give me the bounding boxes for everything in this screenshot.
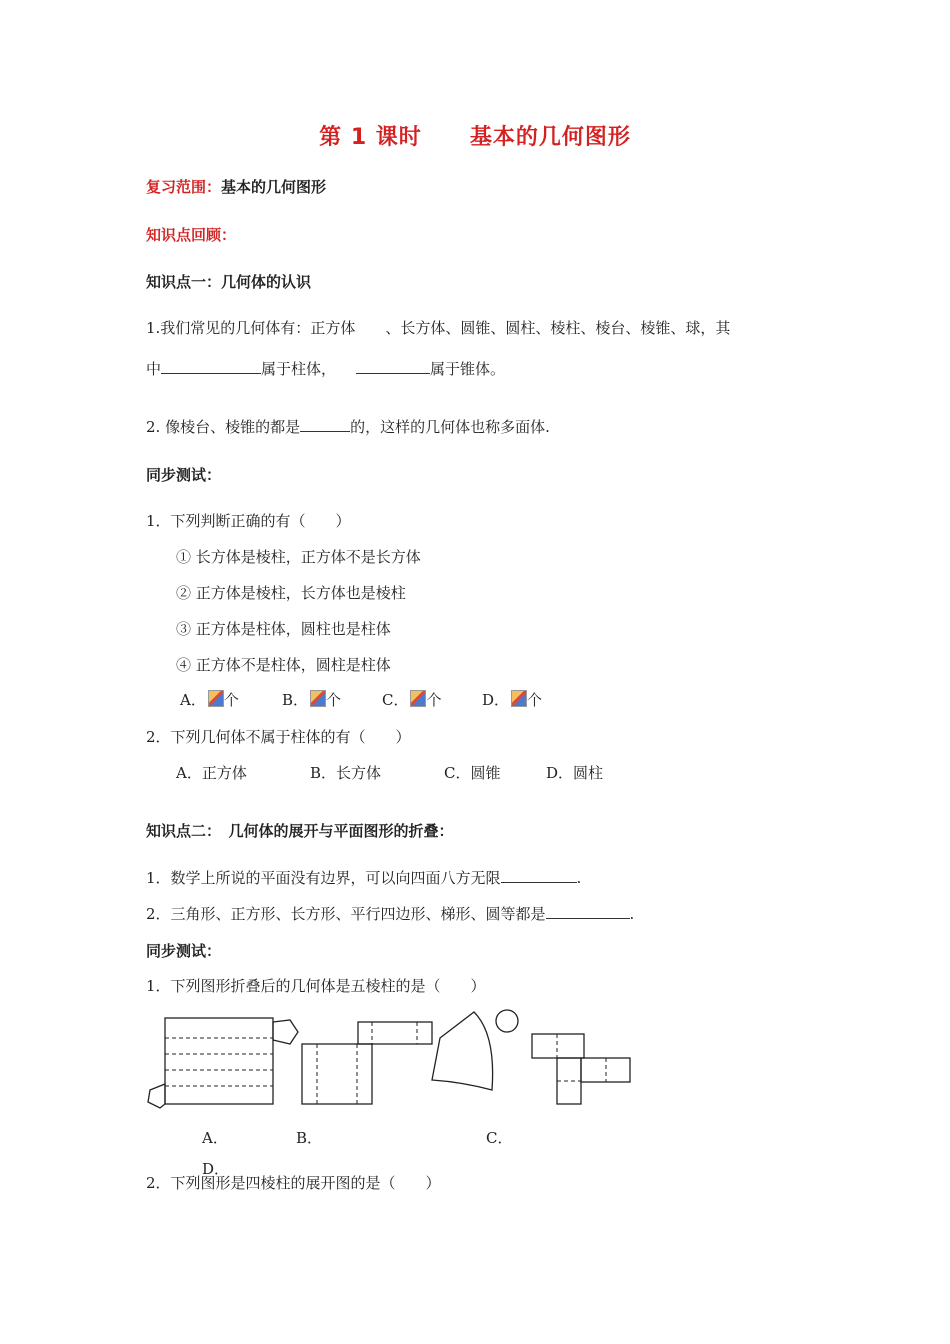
blank (300, 417, 350, 432)
nets-figure (140, 1008, 640, 1112)
kp1-t2-option: B．长方体 (310, 764, 382, 782)
kp2-q2: 2．三角形、正方形、长方形、平行四边形、梯形、圆等都是 . (146, 905, 635, 923)
recall-heading: 知识点回顾： (146, 226, 237, 244)
broken-image-icon (511, 690, 527, 707)
page-title (0, 120, 950, 151)
fig-label-b: B． (296, 1129, 323, 1147)
kp1-q1-line2: 中 属于柱体， 属于锥体。 (146, 360, 506, 378)
kp1-t1-item: ① 长方体是棱柱，正方体不是长方体 (176, 548, 421, 566)
kp2-t1-stem: 1．下列图形折叠后的几何体是五棱柱的是（ ） (146, 977, 486, 995)
kp1-t2-option: D．圆柱 (546, 764, 604, 782)
broken-image-icon (310, 690, 326, 707)
kp1-t2-option: C．圆锥 (444, 764, 501, 782)
kp2-q1: 1．数学上所说的平面没有边界，可以向四面八方无限 . (146, 869, 582, 887)
kp1-t2-option: A．正方体 (176, 764, 247, 782)
net-figure-b (302, 1022, 432, 1104)
broken-image-icon (410, 690, 426, 707)
broken-image-icon (208, 690, 224, 707)
kp1-t1-item: ③ 正方体是柱体，圆柱也是柱体 (176, 620, 391, 638)
blank (501, 868, 577, 883)
review-scope: 复习范围：基本的几何图形 (146, 178, 327, 196)
kp1-t1-item: ④ 正方体不是柱体，圆柱是柱体 (176, 656, 391, 674)
kp1-heading: 知识点一：几何体的认识 (146, 273, 312, 291)
fig-label-a: A． (202, 1129, 228, 1147)
kp2-t2-stem: 2．下列图形是四棱柱的展开图的是（ ） (146, 1174, 441, 1192)
kp1-q1-line1: 1.我们常见的几何体有：正方体 、长方体、圆锥、圆柱、棱柱、棱台、棱锥、球，其 (146, 319, 731, 337)
kp1-t1-stem: 1．下列判断正确的有（ ） (146, 512, 351, 530)
fig-label-d: D． (202, 1160, 230, 1178)
kp2-heading: 知识点二： 几何体的展开与平面图形的折叠： (146, 822, 454, 840)
title-lesson: 第 1 课时 (319, 125, 422, 150)
kp1-test-heading: 同步测试： (146, 466, 222, 484)
blank (356, 359, 430, 374)
net-figure-a (148, 1018, 298, 1108)
kp1-t1-option-b: B． 个 (282, 691, 342, 709)
title-topic: 基本的几何图形 (469, 125, 631, 150)
kp1-t1-option-a: A． 个 (180, 691, 239, 709)
blank (546, 904, 630, 919)
kp1-q2: 2. 像棱台、棱锥的都是 的，这样的几何体也称多面体. (146, 418, 550, 436)
blank (161, 359, 261, 374)
kp1-t1-option-c: C． 个 (382, 691, 442, 709)
net-figure-d (532, 1034, 630, 1104)
fig-label-c: C． (486, 1129, 513, 1147)
net-figure-c (432, 1010, 518, 1090)
kp1-t1-item: ② 正方体是棱柱，长方体也是棱柱 (176, 584, 406, 602)
kp1-t1-option-d: D． 个 (482, 691, 543, 709)
kp2-test-heading: 同步测试： (146, 942, 222, 960)
kp1-t2-stem: 2．下列几何体不属于柱体的有（ ） (146, 728, 411, 746)
